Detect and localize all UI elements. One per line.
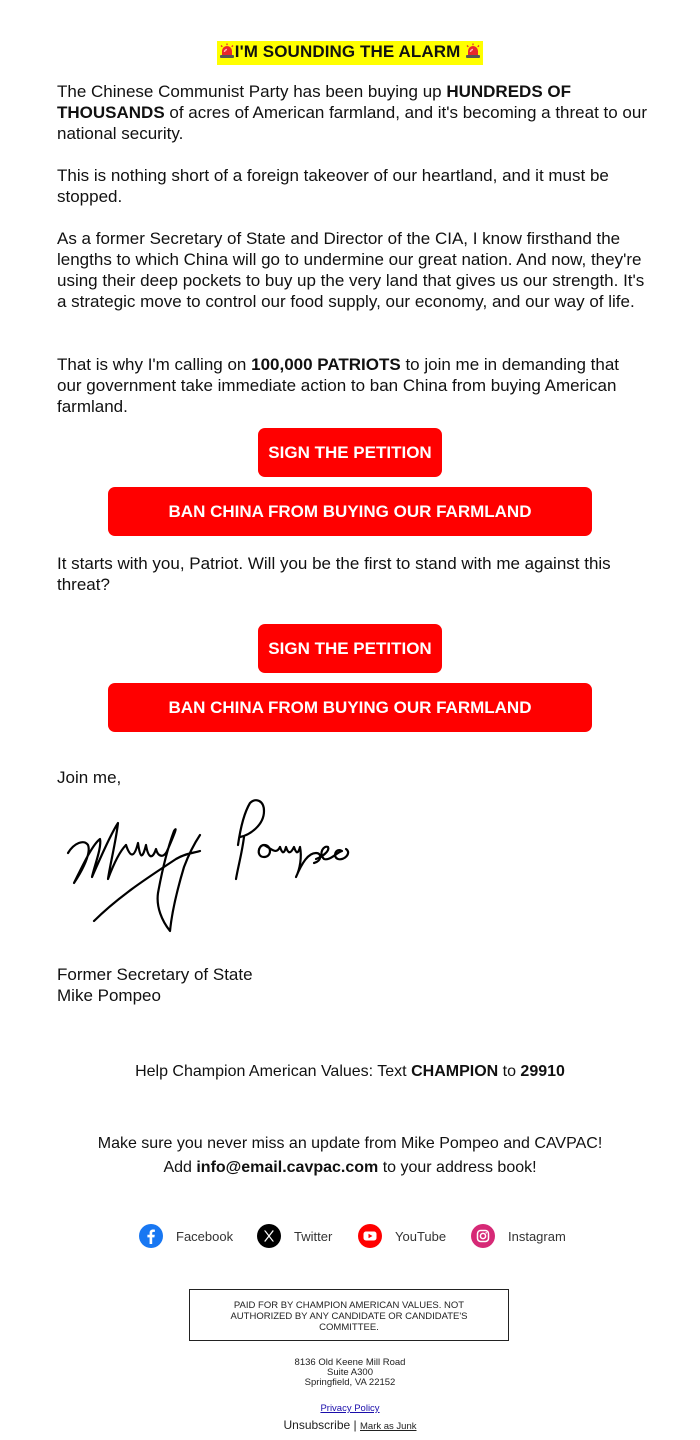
youtube-icon bbox=[358, 1224, 382, 1248]
sign-petition-button[interactable]: SIGN THE PETITION bbox=[258, 428, 442, 477]
paragraph-cia: As a former Secretary of State and Director of the CIA, I know firsthand the lengths to which China will go to undermine our great nation. And now, they're using their deep pockets to buy up the very land that gives us our strength. It's a strategic move to control our food supply, our economy, and our way of life. bbox=[57, 229, 645, 311]
address-book-line1: Make sure you never miss an update from Mike Pompeo and CAVPAC! bbox=[97, 1135, 603, 1152]
p4-emphasis: 100,000 PATRIOTS bbox=[251, 355, 401, 374]
paragraph-farmland bbox=[57, 81, 647, 144]
paragraph-patriots bbox=[57, 354, 647, 417]
alarm-headline bbox=[217, 41, 484, 65]
contact-email[interactable]: info@email.cavpac.com bbox=[196, 1159, 379, 1176]
sign-petition-button[interactable]: SIGN THE PETITION bbox=[258, 624, 442, 673]
siren-icon bbox=[219, 43, 235, 65]
address-book-line2 bbox=[0, 1159, 700, 1177]
add-text: Add bbox=[163, 1159, 197, 1176]
address-street: 8136 Old Keene Mill Road bbox=[294, 1357, 406, 1368]
mark-as-junk-link[interactable]: Mark as Junk bbox=[360, 1421, 417, 1432]
p4-text-end: to join me in demanding that our government take immediate action to ban China from buying American farmland. bbox=[57, 355, 620, 416]
signer-name: Mike Pompeo bbox=[57, 986, 161, 1005]
p4-text: That is why I'm calling on bbox=[57, 355, 252, 374]
address-city: Springfield, VA 22152 bbox=[304, 1377, 396, 1388]
headline-text: I'M SOUNDING THE ALARM bbox=[234, 42, 461, 61]
siren-icon bbox=[465, 43, 481, 65]
p1-text-end: of acres of American farmland, and it's becoming a threat to our national security. bbox=[57, 103, 647, 143]
p1-text: The Chinese Communist Party has been buying up bbox=[57, 82, 447, 101]
address-book-text: to your address book! bbox=[378, 1159, 537, 1176]
youtube-link[interactable] bbox=[358, 1222, 446, 1250]
footer-separator: | bbox=[353, 1418, 357, 1432]
address-suite: Suite A300 bbox=[327, 1367, 373, 1378]
unsubscribe-link[interactable]: Unsubscribe bbox=[283, 1418, 351, 1432]
champion-keyword: CHAMPION bbox=[411, 1063, 499, 1080]
social-links bbox=[0, 1222, 700, 1250]
privacy-policy-link[interactable]: Privacy Policy bbox=[320, 1403, 380, 1414]
paid-for-disclaimer: PAID FOR BY CHAMPION AMERICAN VALUES. NOT AUTHORIZED BY ANY CANDIDATE OR CANDIDATE'S COMMITTEE. bbox=[189, 1289, 509, 1341]
facebook-icon bbox=[139, 1224, 163, 1248]
text-champion-line bbox=[0, 1063, 700, 1081]
paragraph-takeover: This is nothing short of a foreign takeover of our heartland, and it must be stopped. bbox=[57, 166, 609, 206]
champion-shortcode: 29910 bbox=[520, 1063, 565, 1080]
champion-to: to bbox=[498, 1063, 521, 1080]
instagram-link[interactable] bbox=[471, 1222, 566, 1250]
p1-emphasis: HUNDREDS OF THOUSANDS bbox=[57, 82, 571, 122]
champion-text: Help Champion American Values: Text bbox=[135, 1063, 412, 1080]
headline-container bbox=[0, 41, 700, 65]
paragraph-first-stand: It starts with you, Patriot. Will you be the first to stand with me against this threat? bbox=[57, 554, 611, 594]
facebook-label: Facebook bbox=[176, 1228, 234, 1244]
twitter-link[interactable] bbox=[257, 1222, 332, 1250]
twitter-label: Twitter bbox=[294, 1228, 333, 1244]
x-twitter-icon bbox=[257, 1224, 281, 1248]
join-me: Join me, bbox=[57, 768, 122, 787]
signature-image bbox=[60, 795, 360, 935]
privacy-row bbox=[0, 1403, 700, 1414]
footer-links bbox=[0, 1418, 700, 1432]
youtube-label: YouTube bbox=[395, 1228, 447, 1244]
instagram-icon bbox=[471, 1224, 495, 1248]
signer-title: Former Secretary of State bbox=[57, 965, 253, 984]
instagram-label: Instagram bbox=[508, 1228, 566, 1244]
ban-china-button[interactable]: BAN CHINA FROM BUYING OUR FARMLAND bbox=[108, 683, 592, 732]
ban-china-button[interactable]: BAN CHINA FROM BUYING OUR FARMLAND bbox=[108, 487, 592, 536]
facebook-link[interactable] bbox=[139, 1222, 233, 1250]
